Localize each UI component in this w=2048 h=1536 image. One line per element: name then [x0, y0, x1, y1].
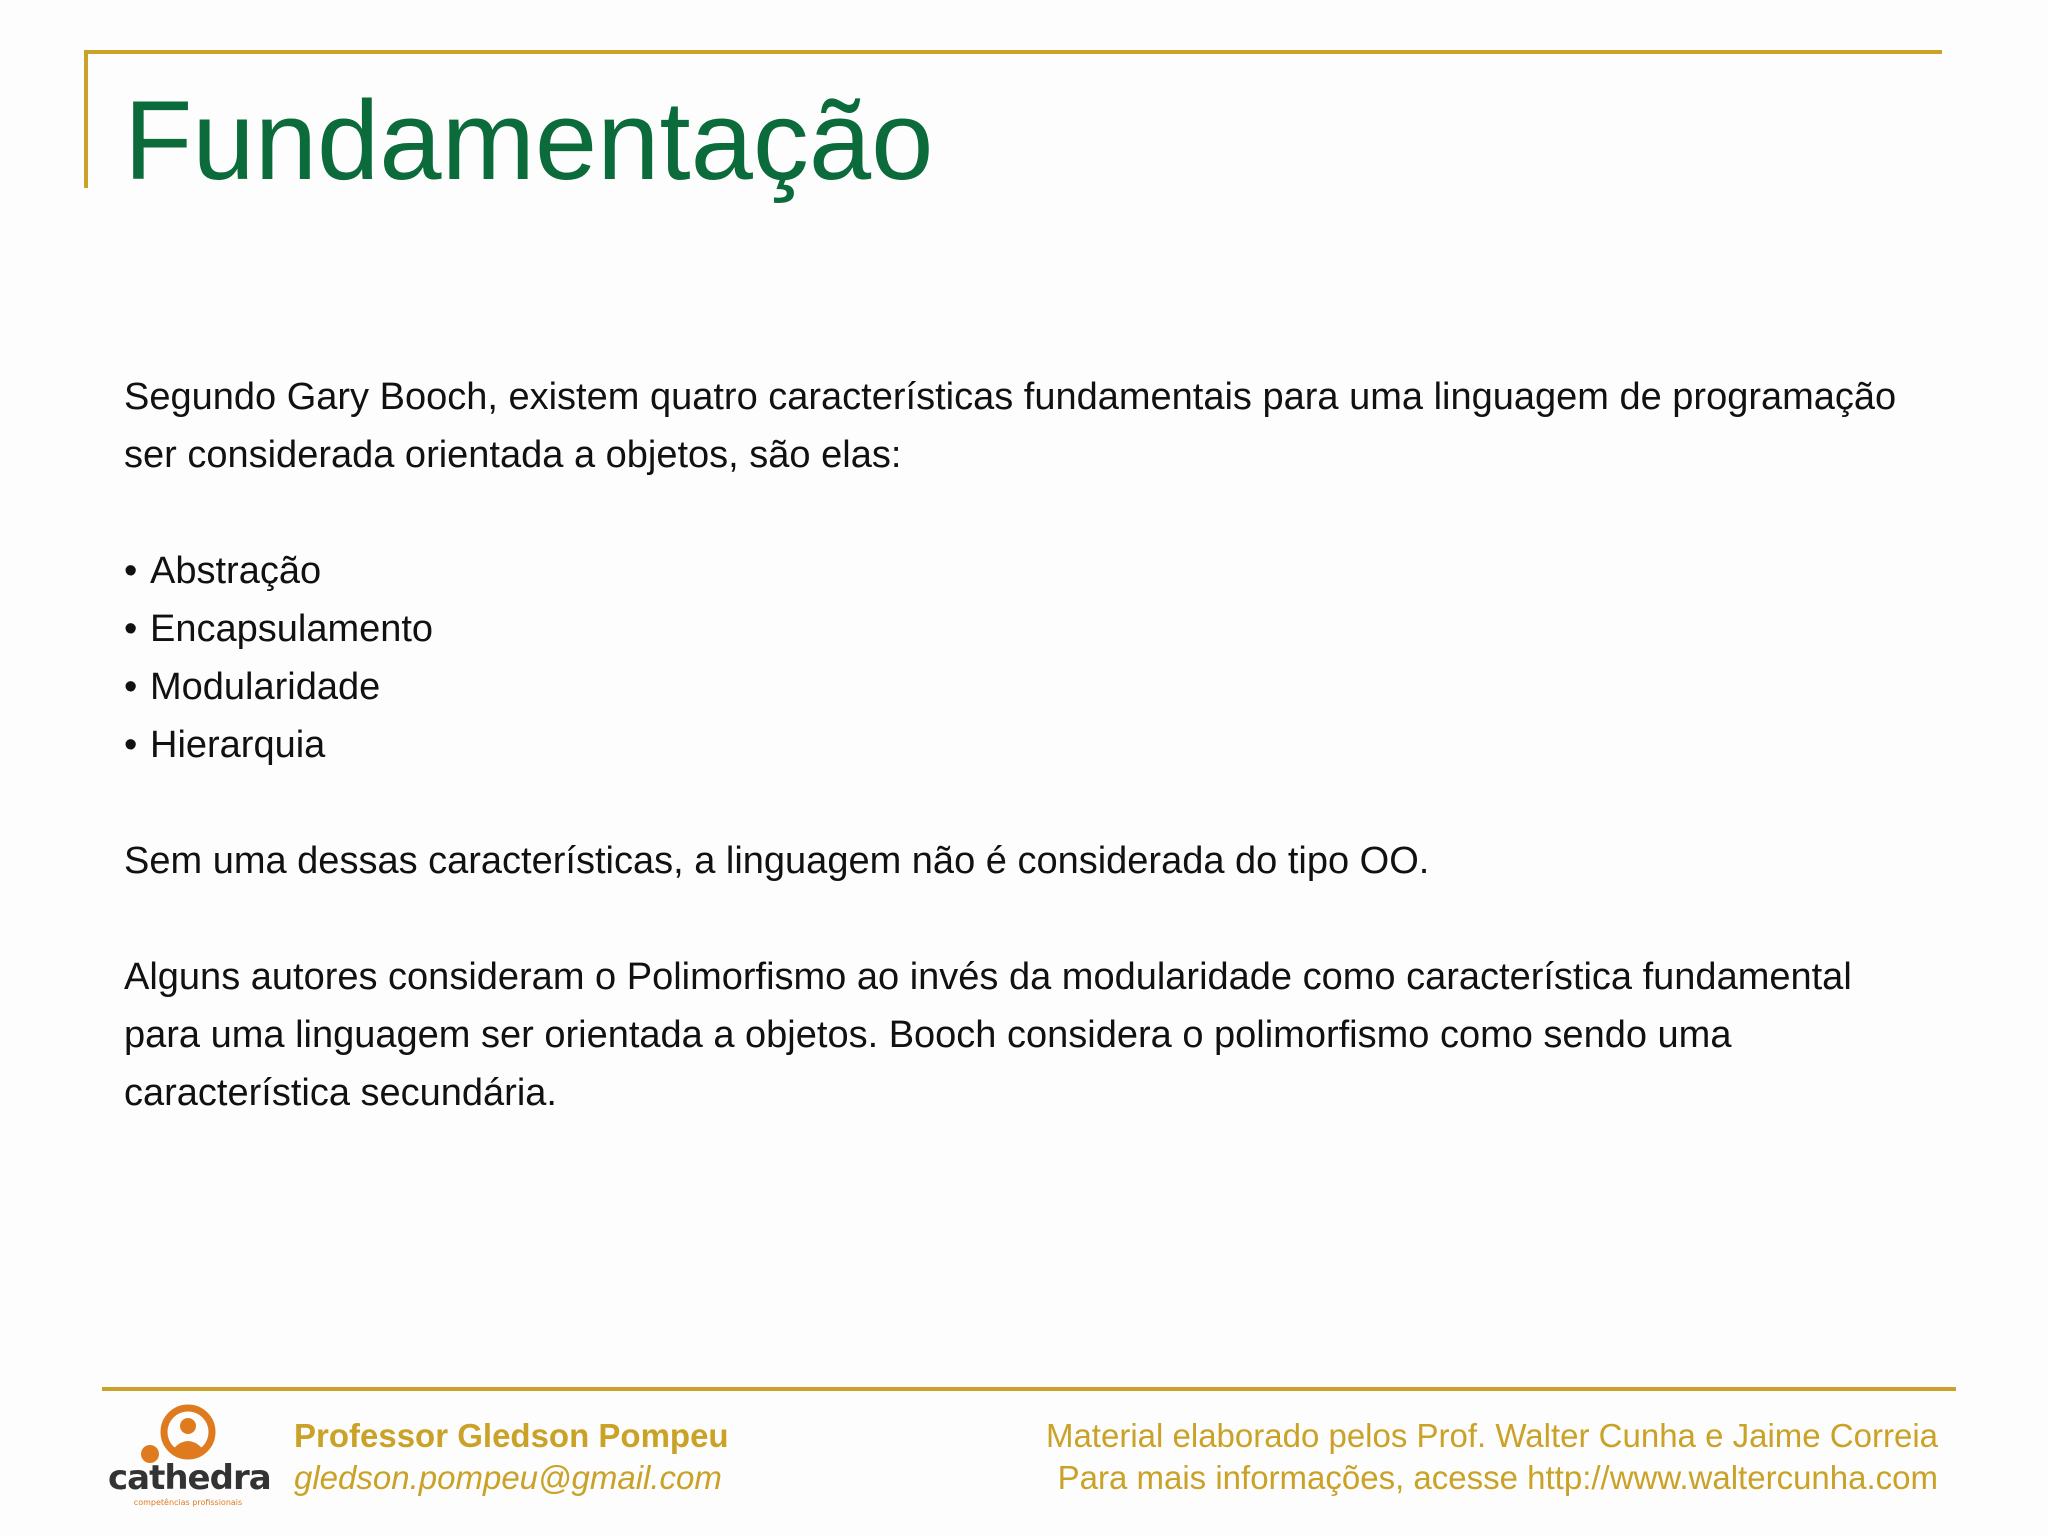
bullet-icon: • [124, 608, 138, 650]
bullet-icon: • [124, 666, 138, 708]
slide-body [124, 368, 1924, 1122]
list-item [124, 658, 1924, 716]
credit-line-2: Para mais informações, acesse http://www.waltercunha.com [1057, 1459, 1938, 1496]
oo-requirement-paragraph: Sem uma dessas características, a linguagem não é considerada do tipo OO. [124, 840, 1430, 882]
cathedra-logo [108, 1404, 271, 1516]
professor-email: gledson.pompeu@gmail.com [294, 1459, 722, 1496]
bullet-icon: • [124, 724, 138, 766]
list-item [124, 716, 1924, 774]
spacer [124, 484, 1924, 542]
list-item-label: Abstração [150, 550, 322, 592]
professor-name: Professor Gledson Pompeu [294, 1417, 729, 1454]
list-item-label: Encapsulamento [150, 608, 434, 650]
list-item-label: Hierarquia [150, 724, 326, 766]
footer-rule [102, 1387, 1956, 1391]
logo-wordmark: cathedra [108, 1458, 271, 1498]
logo-tagline: competências profissionais [133, 1498, 243, 1507]
spacer [124, 774, 1924, 832]
list-item-label: Modularidade [150, 666, 381, 708]
bullet-icon: • [124, 550, 138, 592]
characteristics-list [124, 542, 1924, 774]
list-item [124, 600, 1924, 658]
intro-paragraph: Segundo Gary Booch, existem quatro características fundamentais para uma linguagem de programação ser considerada orientada a objetos, são elas: [124, 376, 1897, 476]
title-left-rule [84, 50, 88, 188]
spacer [124, 890, 1924, 948]
title-top-rule [84, 50, 1942, 54]
credit-line-1: Material elaborado pelos Prof. Walter Cunha e Jaime Correia [1045, 1417, 1938, 1454]
list-item [124, 542, 1924, 600]
slide-title: Fundamentação [124, 78, 934, 203]
polymorphism-paragraph: Alguns autores consideram o Polimorfismo ao invés da modularidade como característica fundamental para uma linguagem ser orientada a objetos. Booch considera o polimorfismo como sendo uma característica secundária. [124, 956, 1852, 1114]
